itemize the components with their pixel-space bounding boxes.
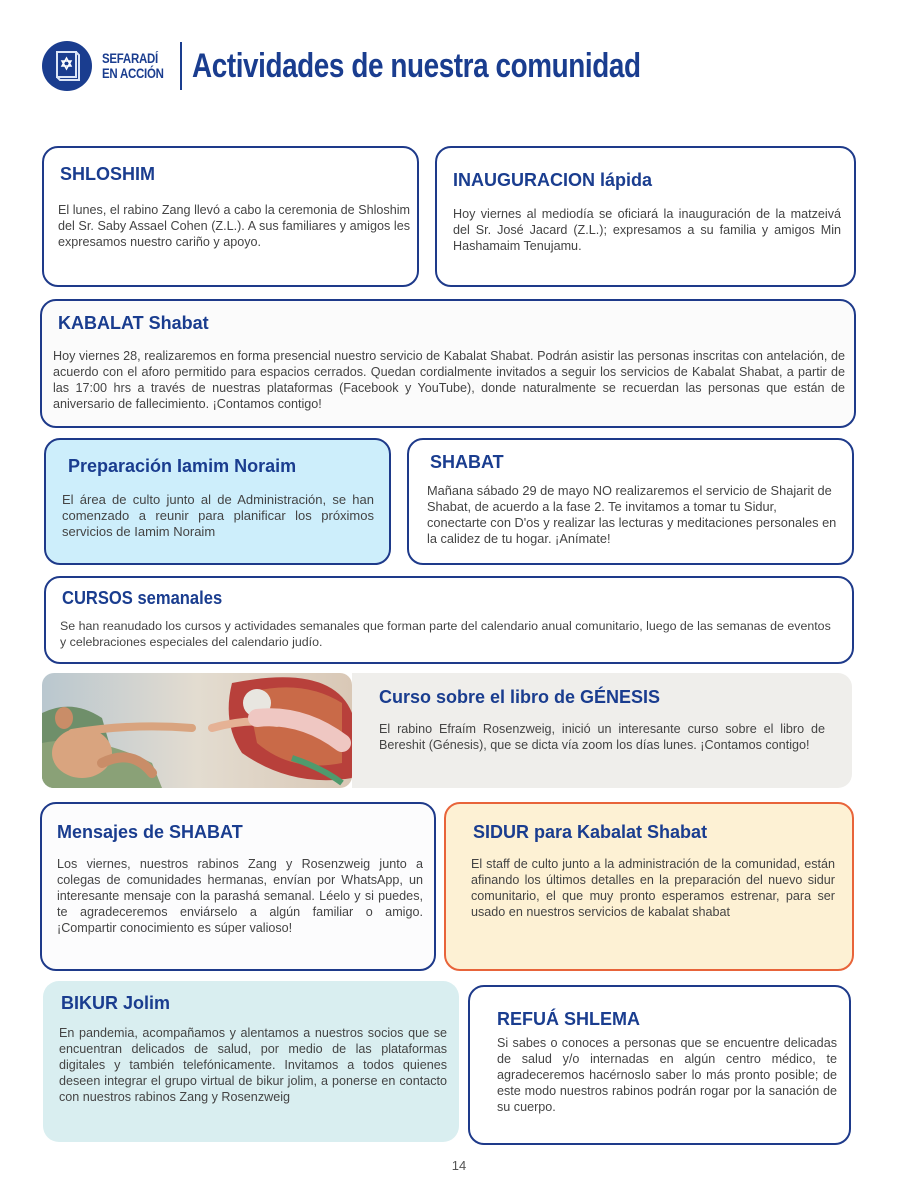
card-body: Mañana sábado 29 de mayo NO realizaremos el servicio de Shajarit de Shabat, de acuerdo a la fase 2. Te invitamos a tomar tu Sidur, conectarte con D'os y realizar las lecturas y meditaciones personales en la calidez de tu hogar. ¡Anímate!: [427, 483, 837, 546]
torah-book-star-of-david-icon: [42, 41, 92, 91]
card-title: Mensajes de SHABAT: [57, 822, 243, 842]
card-body: Hoy viernes 28, realizaremos en forma presencial nuestro servicio de Kabalat Shabat. Podrán asistir las personas inscritas con antelación, de acuerdo con el aforo permitido para espacios cerrados. Quedan cordialmente invitados a seguir los servicios de Kabalat Shabat, a partir de las 17:00 hrs a través de nuestras plataformas (Facebook y YouTube), donde naturalmente se recuerdan las personas que están de aniversario de fallecimiento. ¡Contamos contigo!: [53, 349, 845, 411]
page-number: 14: [451, 1158, 467, 1173]
card-body: El lunes, el rabino Zang llevó a cabo la ceremonia de Shloshim del Sr. Saby Assael Cohen (Z.L.). A sus familiares y amigos les expresamos nuestro cariño y apoyo.: [58, 203, 410, 249]
card-title: CURSOS semanales: [62, 588, 223, 608]
card-mensajes-shabat: [40, 802, 436, 971]
card-body: El staff de culto junto a la administración de la comunidad, están afinando los últimos detalles en la preparación del nuevo sidur comunitario, el que muy pronto esperamos estrenar, para ser usado en nuestros servicios de kabalat shabat: [471, 857, 835, 919]
card-title: SHLOSHIM: [60, 164, 156, 184]
card-kabalat-shabat: [40, 299, 856, 428]
card-body: Hoy viernes al mediodía se oficiará la inauguración de la matzeivá del Sr. José Jacard (Z.L.); expresamos a su familia y amigos Min Hashamaim Tenujamu.: [453, 207, 841, 253]
header-divider: [180, 42, 182, 90]
card-body: En pandemia, acompañamos y alentamos a nuestros socios que se encuentran delicados de salud, por medio de las plataformas digitales y también telefónicamente. Invitamos a todos quienes deseen integrar el grupo virtual de bikur jolim, a ponerse en contacto con nuestros rabinos Zang y Rosenzweig: [59, 1026, 447, 1104]
card-preparacion-iamim-noraim: [44, 438, 391, 565]
creation-of-adam-image: [42, 673, 352, 788]
card-body: Si sabes o conoces a personas que se encuentre delicadas de salud y/o internadas en algún centro médico, te agradeceremos hacérnoslo saber lo más pronto posible; de este modo nuestros rabinos podrán rogar por la sanación de su cuerpo.: [497, 1036, 837, 1114]
card-body: Los viernes, nuestros rabinos Zang y Rosenzweig junto a colegas de comunidades hermanas, envían por WhatsApp, un interesante mensaje con la parashá semanal. Léelo y si puedes, te agradeceremos enviárselo a algún familiar o amigo. ¡Compartir conocimiento es súper valioso!: [57, 857, 423, 935]
page-title: Actividades de nuestra comunidad: [192, 46, 641, 85]
card-title: INAUGURACION lápida: [453, 170, 653, 190]
section-tag: [102, 51, 167, 81]
section-tag-line1: SEFARADÍ: [102, 51, 158, 66]
card-body: El rabino Efraím Rosenzweig, inició un interesante curso sobre el libro de Bereshit (Génesis), que se dicta vía zoom los días lunes. ¡Contamos contigo!: [379, 722, 825, 752]
page-header: [42, 38, 739, 94]
card-title: KABALAT Shabat: [58, 313, 209, 333]
card-shabat: [407, 438, 854, 565]
card-title: Curso sobre el libro de GÉNESIS: [379, 687, 661, 707]
card-sidur-kabalat-shabat: [444, 802, 854, 971]
card-title: REFUÁ SHLEMA: [497, 1009, 640, 1029]
card-body: Se han reanudado los cursos y actividades semanales que forman parte del calendario anual comunitario, luego de las semanas de eventos y celebraciones especiales del calendario judío.: [60, 619, 831, 649]
card-bikur-jolim: [43, 981, 459, 1142]
card-title: SIDUR para Kabalat Shabat: [473, 822, 708, 842]
card-body: El área de culto junto al de Administración, se han comenzado a reunir para planificar los próximos servicios de Iamim Noraim: [62, 492, 374, 539]
card-cursos-semanales: [44, 576, 854, 664]
card-title: BIKUR Jolim: [61, 993, 171, 1013]
card-curso-genesis: [352, 673, 852, 788]
card-inauguracion: [435, 146, 856, 287]
card-title: SHABAT: [430, 452, 504, 472]
card-refua-shlema: [468, 985, 851, 1145]
section-tag-line2: EN ACCIÓN: [102, 66, 164, 81]
card-shloshim: [42, 146, 419, 287]
card-title: Preparación Iamim Noraim: [68, 456, 297, 476]
